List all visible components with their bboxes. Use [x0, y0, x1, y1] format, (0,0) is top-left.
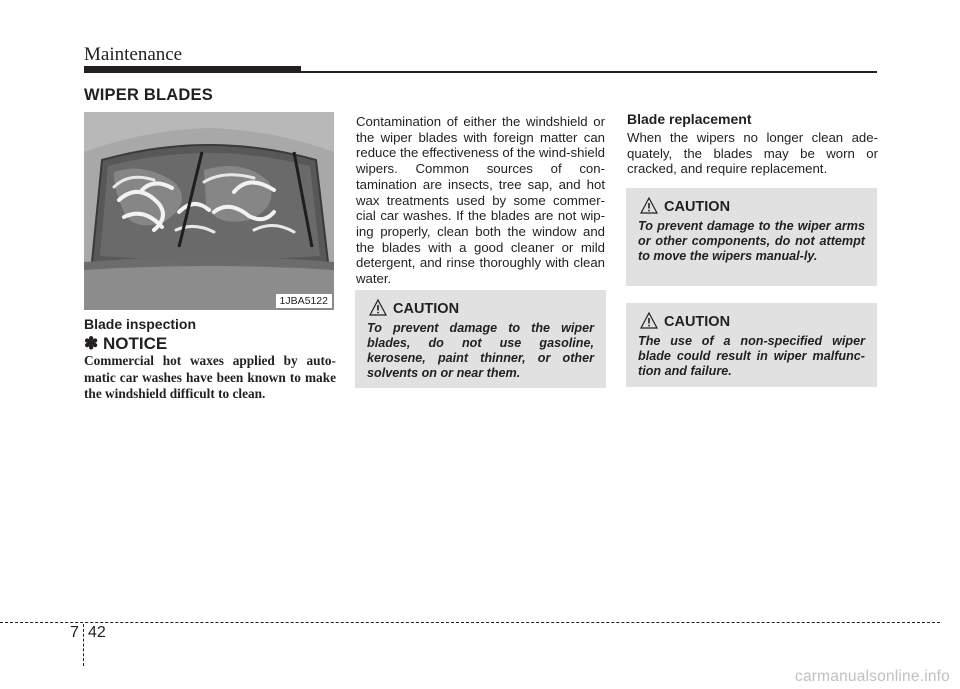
warning-triangle-icon: [640, 312, 658, 329]
caution-box-arms: [626, 188, 877, 286]
windshield-wiper-drawing: [84, 112, 334, 310]
contamination-paragraph: Contamination of either the windshield or the wiper blades with foreign matter can reduce the effectiveness of the wind-shield wipers. Common sources of con-tamination are insects, tree sap, and hot wax treatments used by some commer-cial car washes. If the blades are not wip-ing properly, clean both the window and the blades with a good cleaner or mild detergent, and rinse thoroughly with clean water.: [356, 114, 606, 287]
chapter-number: 7: [70, 624, 79, 641]
warning-triangle-icon: [369, 299, 387, 316]
windshield-wiper-illustration: [84, 112, 334, 310]
caution-title-text: CAUTION: [393, 301, 460, 317]
page-header-title: Maintenance: [84, 44, 183, 65]
caution-text: To prevent damage to the wiper blades, do not use gasoline, kerosene, paint thinner, or other solvents on or near them.: [367, 321, 594, 380]
figure-code-label: 1JBA5122: [276, 294, 332, 308]
header-rule: [301, 71, 877, 73]
footer-rule: [0, 622, 940, 623]
caution-title-text: CAUTION: [664, 199, 731, 215]
blade-inspection-heading: Blade inspection: [84, 316, 197, 332]
header-bar: [84, 66, 301, 73]
blade-replacement-heading: Blade replacement: [627, 111, 752, 127]
caution-title: [638, 198, 865, 216]
caution-title: [367, 300, 594, 318]
caution-title-text: CAUTION: [664, 314, 731, 330]
footer-divider: [83, 624, 84, 666]
notice-heading: ✽ NOTICE: [84, 334, 168, 353]
section-title: WIPER BLADES: [84, 86, 213, 104]
caution-box-non-specified-blade: [626, 303, 877, 387]
caution-text: To prevent damage to the wiper arms or other components, do not attempt to move the wipers manual-ly.: [638, 219, 865, 263]
caution-title: [638, 313, 865, 331]
warning-triangle-icon: [640, 197, 658, 214]
page-number: 42: [88, 624, 106, 641]
caution-text: The use of a non-specified wiper blade could result in wiper malfunc-tion and failure.: [638, 334, 865, 378]
replacement-paragraph: When the wipers no longer clean ade-quately, the blades may be worn or cracked, and require replacement.: [627, 130, 878, 177]
caution-box-blades: [355, 290, 606, 388]
notice-text: Commercial hot waxes applied by auto-matic car washes have been known to make the windshield difficult to clean.: [84, 353, 336, 401]
watermark-text: carmanualsonline.info: [795, 668, 950, 685]
